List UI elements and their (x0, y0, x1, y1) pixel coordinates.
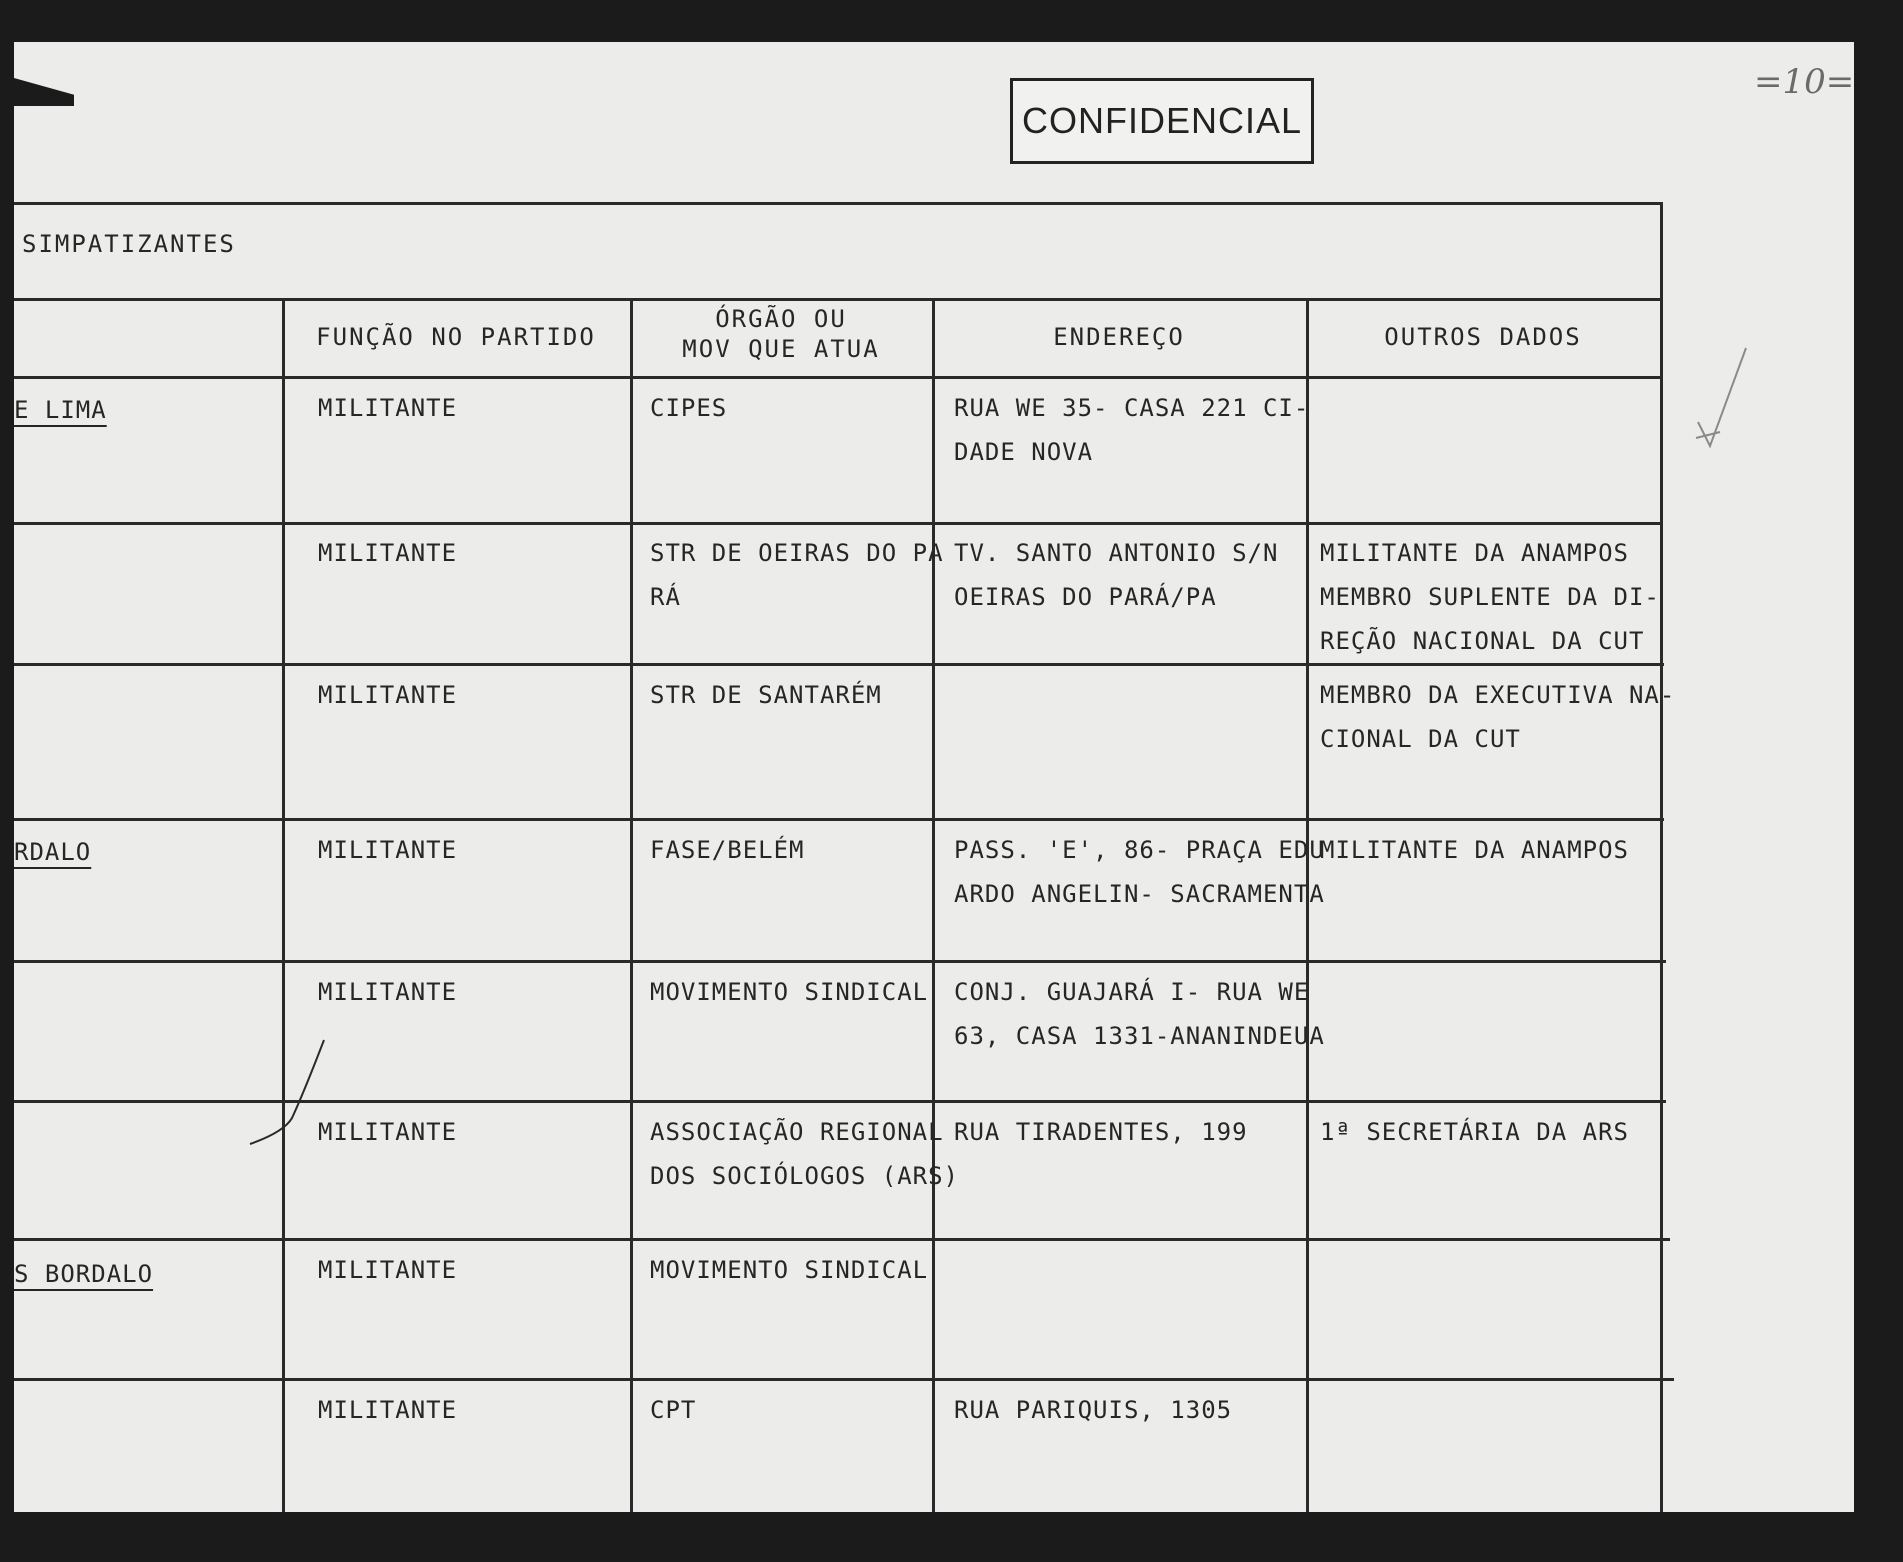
cell-endereco: CONJ. GUAJARÁ I- RUA WE 63, CASA 1331-ANANINDEUA (954, 978, 1325, 1050)
cell-funcao: MILITANTE (318, 394, 458, 422)
cell-orgao: ASSOCIAÇÃO REGIONAL DOS SOCIÓLOGOS (ARS) (650, 1118, 959, 1190)
row-rule (14, 818, 1664, 821)
cell-outros: MEMBRO DA EXECUTIVA NA- CIONAL DA CUT (1320, 681, 1676, 753)
check-mark-icon (1690, 342, 1750, 452)
cell-orgao: CPT (650, 1396, 697, 1424)
row-rule (14, 1238, 1670, 1241)
column-rule (932, 298, 935, 1512)
cell-funcao: MILITANTE (318, 978, 458, 1006)
header-endereco: ENDEREÇO (1053, 323, 1185, 351)
cell-endereco: TV. SANTO ANTONIO S/N OEIRAS DO PARÁ/PA (954, 539, 1279, 611)
cell-funcao: MILITANTE (318, 1118, 458, 1146)
scan-edge (14, 78, 74, 106)
header-orgao (634, 304, 928, 364)
cell-orgao: MOVIMENTO SINDICAL (650, 1256, 929, 1284)
confidential-stamp: CONFIDENCIAL (1010, 78, 1314, 164)
column-rule (630, 298, 633, 1512)
cell-outros: MILITANTE DA ANAMPOS (1320, 836, 1629, 864)
cell-funcao: MILITANTE (318, 681, 458, 709)
cell-funcao: MILITANTE (318, 836, 458, 864)
cell-orgao: MOVIMENTO SINDICAL (650, 978, 929, 1006)
header-funcao: FUNÇÃO NO PARTIDO (316, 323, 596, 351)
header-orgao-line1: ÓRGÃO OU (715, 305, 847, 333)
member-name: RDALO (14, 838, 92, 866)
cell-endereco: PASS. 'E', 86- PRAÇA EDU ARDO ANGELIN- SACRAMENTA (954, 836, 1325, 908)
member-name: S BORDALO (14, 1260, 154, 1288)
row-rule (14, 663, 1664, 666)
cell-endereco: RUA TIRADENTES, 199 (954, 1118, 1248, 1146)
row-rule (14, 1378, 1674, 1381)
cell-orgao: STR DE SANTARÉM (650, 681, 882, 709)
cell-orgao: STR DE OEIRAS DO PA RÁ (650, 539, 944, 611)
header-orgao-line2: MOV QUE ATUA (682, 335, 880, 363)
row-rule (14, 960, 1666, 963)
cell-funcao: MILITANTE (318, 1256, 458, 1284)
document-page (14, 42, 1854, 1512)
cell-funcao: MILITANTE (318, 1396, 458, 1424)
cell-outros: 1ª SECRETÁRIA DA ARS (1320, 1118, 1629, 1146)
header-bottom-rule (14, 376, 1662, 379)
cell-outros: MILITANTE DA ANAMPOS MEMBRO SUPLENTE DA DI- REÇÃO NACIONAL DA CUT (1320, 539, 1660, 655)
pen-stroke (244, 1032, 334, 1162)
header-top-rule (14, 298, 1662, 301)
cell-funcao: MILITANTE (318, 539, 458, 567)
member-name: E LIMA (14, 396, 107, 424)
cell-endereco: RUA PARIQUIS, 1305 (954, 1396, 1233, 1424)
page-number: =10= (1754, 62, 1854, 102)
column-rule (282, 298, 285, 1512)
cell-endereco: RUA WE 35- CASA 221 CI- DADE NOVA (954, 394, 1310, 466)
section-title: SIMPATIZANTES (22, 230, 236, 258)
cell-orgao: FASE/BELÉM (650, 836, 805, 864)
row-rule (14, 522, 1662, 525)
header-outros: OUTROS DADOS (1384, 323, 1582, 351)
cell-orgao: CIPES (650, 394, 728, 422)
